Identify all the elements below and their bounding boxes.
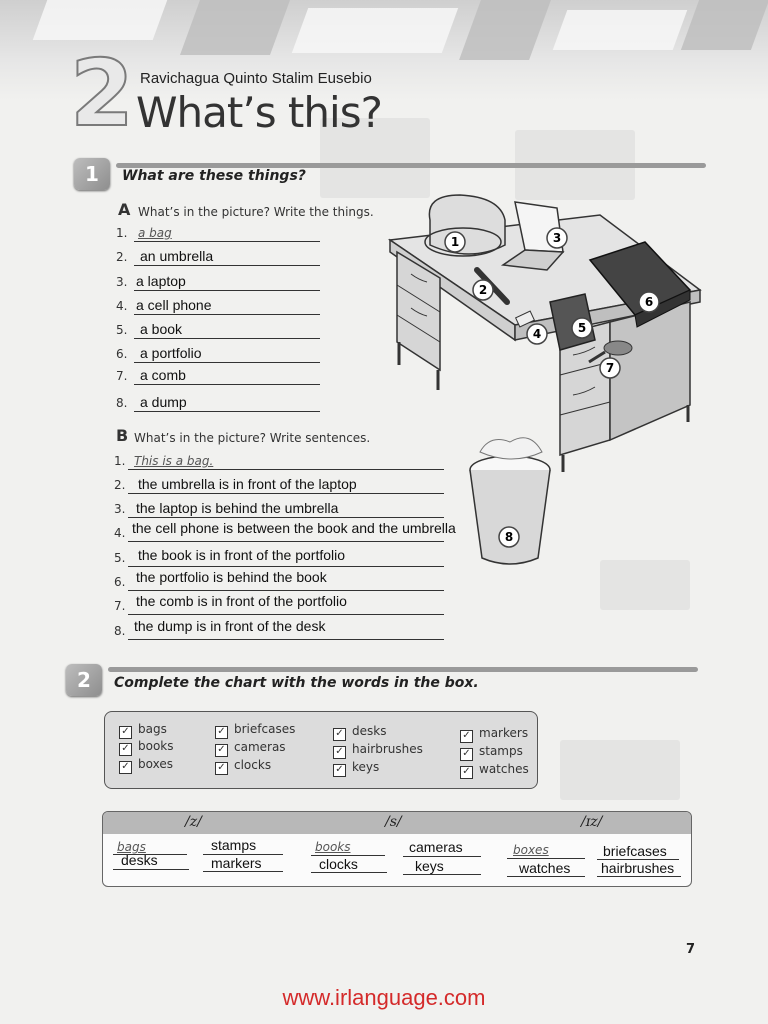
list-item: 8. the dump is in front of the desk — [114, 620, 449, 640]
word-box-item[interactable]: ✓ clocks — [215, 758, 271, 774]
list-item: 5. a book — [116, 319, 326, 339]
chart-cell[interactable]: keys — [415, 858, 444, 874]
chart-header — [103, 812, 691, 834]
word-box-item[interactable]: ✓ desks — [333, 724, 386, 740]
list-item: 6. a portfolio — [116, 343, 326, 363]
chart-cell[interactable]: watches — [519, 860, 571, 876]
word-box-item[interactable]: ✓ bags — [119, 722, 167, 738]
answer-field[interactable]: the book is in front of the portfolio — [138, 547, 346, 563]
word-box-item[interactable]: ✓ hairbrushes — [333, 742, 423, 758]
checkbox-icon[interactable]: ✓ — [460, 730, 473, 743]
checkbox-icon[interactable]: ✓ — [215, 762, 228, 775]
answer-field[interactable]: the comb is in front of the portfolio — [136, 593, 347, 609]
picture-label-3: 3 — [552, 231, 562, 245]
exercise-1-badge: 1 — [74, 158, 110, 190]
list-item: 2. the umbrella is in front of the laptop — [114, 474, 449, 494]
answer-field[interactable]: an umbrella — [140, 248, 214, 264]
header-z: /z/ — [185, 814, 202, 830]
page-number: 7 — [686, 942, 696, 957]
checkbox-icon[interactable]: ✓ — [119, 743, 132, 756]
checkbox-icon[interactable]: ✓ — [333, 728, 346, 741]
part-a-instruction: What’s in the picture? Write the things. — [138, 205, 374, 219]
list-item: 6. the portfolio is behind the book — [114, 571, 449, 591]
word-box-item[interactable]: ✓ briefcases — [215, 722, 295, 738]
answer-field[interactable]: the dump is in front of the desk — [134, 618, 326, 634]
picture-label-8: 8 — [504, 530, 514, 544]
picture-label-1: 1 — [450, 235, 460, 249]
list-item: 4. the cell phone is between the book and the umbrella — [114, 520, 456, 540]
word-box-item[interactable]: ✓ markers — [460, 726, 528, 742]
part-b-instruction: What’s in the picture? Write sentences. — [134, 431, 371, 445]
header-s: /s/ — [385, 814, 402, 830]
list-item: 1. a bag — [116, 222, 326, 242]
answer-field[interactable]: a book — [140, 321, 183, 337]
picture-label-4: 4 — [532, 327, 542, 341]
checkbox-icon[interactable]: ✓ — [460, 748, 473, 761]
chart-cell[interactable]: desks — [121, 852, 158, 868]
list-item: 3. a laptop — [116, 271, 326, 291]
chart-cell[interactable]: briefcases — [603, 843, 667, 859]
exercise-2-bar — [108, 667, 698, 672]
desk-illustration — [385, 190, 705, 580]
picture-label-7: 7 — [605, 361, 615, 375]
answer-field[interactable]: the laptop is behind the umbrella — [136, 500, 339, 516]
unit-number: 2 — [70, 40, 135, 147]
sound-chart — [102, 811, 692, 887]
list-item: 7. the comb is in front of the portfolio — [114, 595, 449, 615]
chart-cell-example: bags — [117, 840, 146, 854]
exercise-2-title: Complete the chart with the words in the box. — [114, 675, 479, 691]
picture-label-2: 2 — [478, 283, 488, 297]
exercise-2-badge: 2 — [66, 664, 102, 696]
list-item: 5. the book is in front of the portfolio — [114, 547, 449, 567]
checkbox-icon[interactable]: ✓ — [460, 766, 473, 779]
part-b-letter: B — [116, 426, 129, 445]
word-box-item[interactable]: ✓ cameras — [215, 740, 286, 756]
chart-cell[interactable]: clocks — [319, 856, 358, 872]
answer-field[interactable]: a laptop — [136, 273, 186, 289]
answer-example: This is a bag. — [134, 454, 214, 468]
answer-field[interactable]: a cell phone — [136, 297, 212, 313]
answer-example: a bag — [138, 226, 172, 240]
checkbox-icon[interactable]: ✓ — [333, 764, 346, 777]
page-title: What’s this? — [136, 88, 382, 137]
answer-field[interactable]: the portfolio is behind the book — [136, 569, 327, 585]
word-box — [104, 711, 538, 789]
picture-label-6: 6 — [644, 295, 654, 309]
checkbox-icon[interactable]: ✓ — [119, 726, 132, 739]
answer-field[interactable]: a portfolio — [140, 345, 202, 361]
part-a-list — [116, 222, 326, 418]
checkbox-icon[interactable]: ✓ — [215, 726, 228, 739]
answer-field[interactable]: the cell phone is between the book and the umbrella — [132, 520, 456, 536]
part-a-letter: A — [118, 200, 131, 219]
word-box-item[interactable]: ✓ watches — [460, 762, 529, 778]
checkbox-icon[interactable]: ✓ — [333, 746, 346, 759]
exercise-1-title: What are these things? — [122, 168, 306, 184]
list-item: 1. This is a bag. — [114, 450, 449, 470]
student-name: Ravichagua Quinto Stalim Eusebio — [140, 70, 372, 87]
word-box-item[interactable]: ✓ books — [119, 739, 174, 755]
list-item: 8. a dump — [116, 392, 326, 412]
checkbox-icon[interactable]: ✓ — [119, 761, 132, 774]
word-box-item[interactable]: ✓ stamps — [460, 744, 523, 760]
chart-cell[interactable]: cameras — [409, 839, 463, 855]
checkbox-icon[interactable]: ✓ — [215, 744, 228, 757]
website-link[interactable]: www.irlanguage.com — [282, 985, 486, 1010]
chart-cell[interactable]: hairbrushes — [601, 860, 675, 876]
chart-cell-example: boxes — [513, 843, 549, 857]
chart-cell[interactable]: stamps — [211, 837, 257, 853]
answer-field[interactable]: the umbrella is in front of the laptop — [138, 476, 357, 492]
answer-field[interactable]: a comb — [140, 367, 186, 383]
list-item: 4. a cell phone — [116, 295, 326, 315]
answer-field[interactable]: a dump — [140, 394, 187, 410]
header-iz: /ɪz/ — [581, 814, 603, 830]
list-item: 3. the laptop is behind the umbrella — [114, 498, 449, 518]
list-item: 7. a comb — [116, 365, 326, 385]
word-box-item[interactable]: ✓ boxes — [119, 757, 173, 773]
chart-cell-example: books — [315, 840, 351, 854]
picture-label-5: 5 — [577, 321, 587, 335]
word-box-item[interactable]: ✓ keys — [333, 760, 379, 776]
chart-cell[interactable]: markers — [211, 855, 262, 871]
list-item: 2. an umbrella — [116, 246, 326, 266]
